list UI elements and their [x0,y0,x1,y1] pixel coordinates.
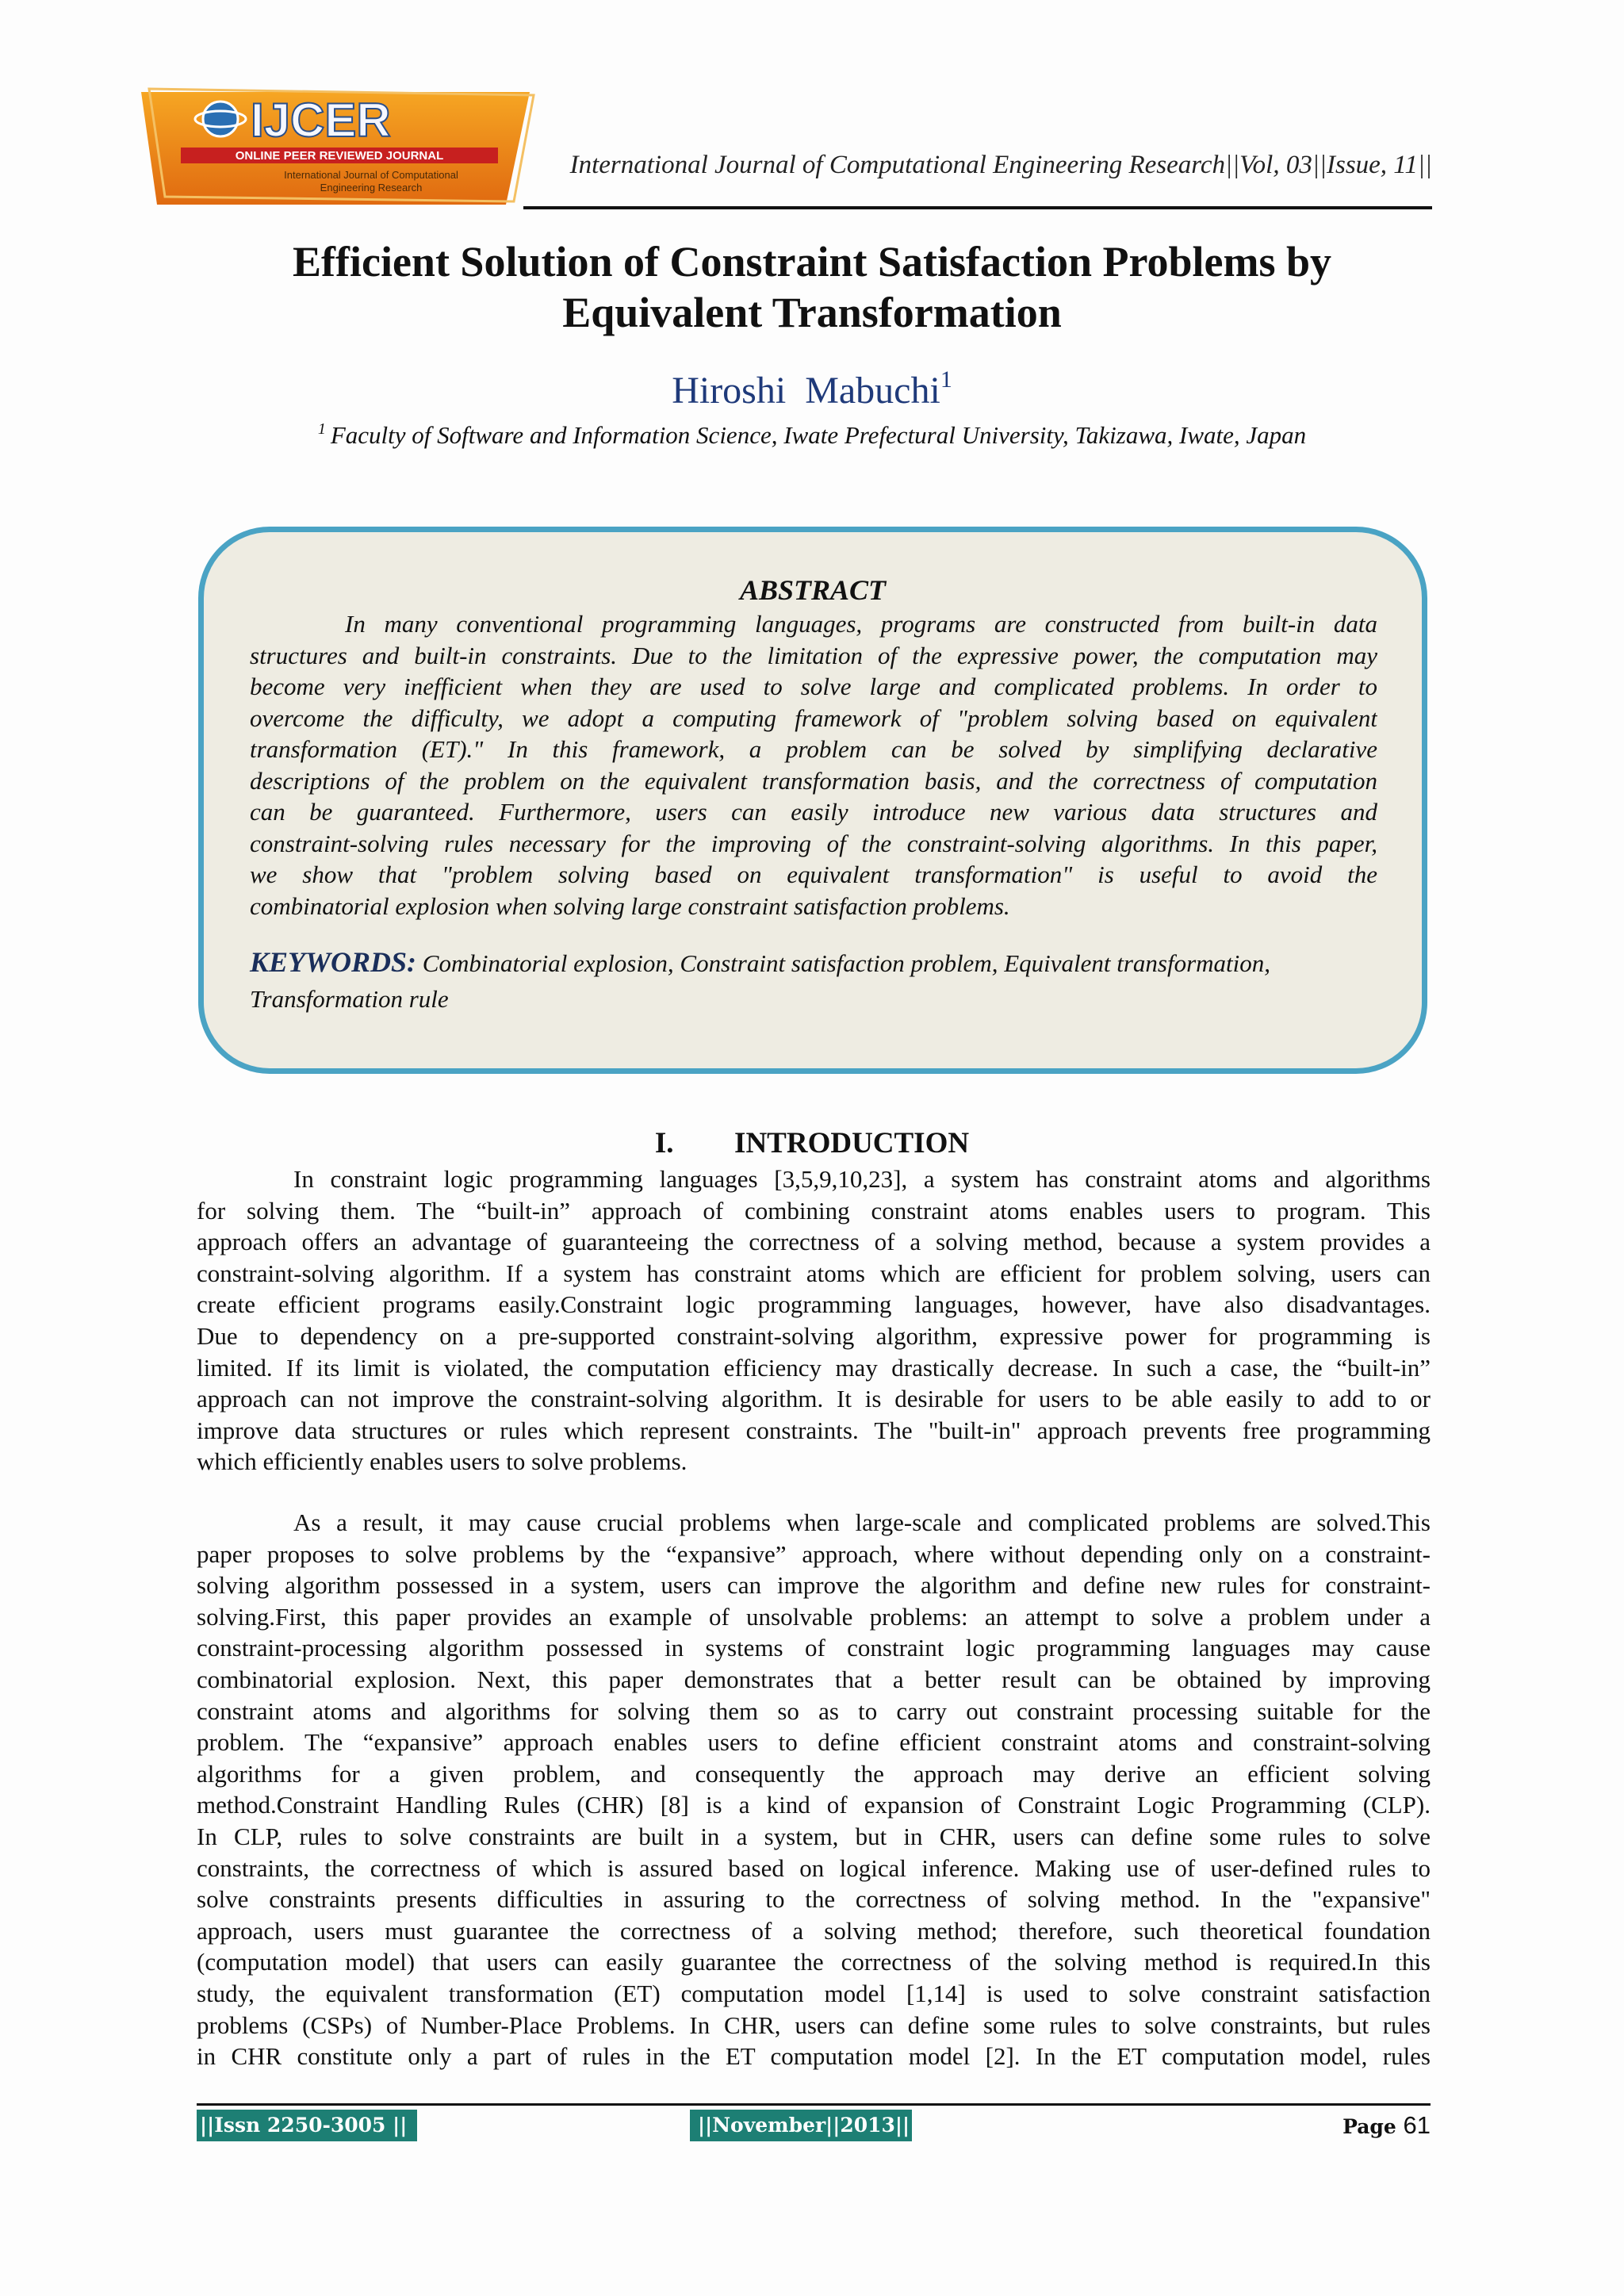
abstract-line: structures and built-in constraints. Due to the limitation of the expressive power, the computation may [250,641,1377,669]
abstract-line: become very inefficient when they are used to solve large and complicated problems. In order to [250,673,1377,700]
body-line: which efficiently enables users to solve problems. [197,1447,688,1476]
affiliation-text: Faculty of Software and Information Science, Iwate Prefectural University, Takizawa, Iwate, Japan [330,421,1307,449]
abstract-line: In many conventional programming languages, programs are constructed from built-in data [345,610,1377,638]
body-line: algorithms for a given problem, and consequently the approach may derive an efficient solving [197,1759,1431,1788]
keywords-text-line-2: Transformation rule [250,985,449,1013]
body-line: constraint-solving algorithm. If a system has constraint atoms which are efficient for problem solving, users can [197,1259,1431,1287]
abstract-line: we show that "problem solving based on equivalent transformation" is useful to avoid the [250,861,1377,888]
body-line: problem. The “expansive” approach enables users to define efficient constraint atoms and constraint-solving [197,1728,1431,1757]
author [159,366,1465,412]
body-line: improve data structures or rules which represent constraints. The "built-in" approach prevents free programming [197,1416,1431,1444]
body-line: constraint atoms and algorithms for solving them so as to carry out constraint processing suitable for the [197,1696,1431,1725]
ijcer-logo-graphic [133,86,538,205]
title-line-1: Efficient Solution of Constraint Satisfaction Problems by [292,238,1332,286]
abstract-box [198,527,1427,1074]
journal-citation: International Journal of Computational Engineering Research||Vol, 03||Issue, 11|| [569,151,1432,179]
body-line: constraint-processing algorithm possessed in systems of constraint logic programming languages may cause [197,1634,1431,1662]
body-line: paper proposes to solve problems by the “expansive” approach, where without depending only on a constraint- [197,1539,1431,1568]
svg-text:IJCER: IJCER [251,94,391,147]
body-line: As a result, it may cause crucial problems when large-scale and complicated problems are solved.This [293,1508,1431,1536]
body-line: solve constraints presents difficulties in assuring to the correctness of solving method. In the "expansive" [197,1885,1431,1914]
body-line: for solving them. The “built-in” approach of combining constraint atoms enables users to program. This [197,1196,1431,1225]
section-title: INTRODUCTION [734,1127,970,1159]
abstract-text [250,608,1377,922]
body-line: in CHR constitute only a part of rules in the ET computation model [2]. In the ET computation model, rules [197,2042,1431,2071]
svg-text:International Journal of Compu: International Journal of Computational [284,169,458,181]
body-line: approach can not improve the constraint-solving algorithm. It is desirable for users to be able easily to add to or [197,1385,1431,1413]
body-line: solving algorithm possessed in a system, users can improve the algorithm and define new rules for constraint- [197,1571,1431,1600]
author-affiliation-marker: 1 [940,366,952,393]
body-line: approach, users must guarantee the correctness of a solving method; therefore, such theoretical foundation [197,1916,1431,1945]
paper-title [159,236,1465,338]
section-number: I. [654,1127,674,1159]
abstract-heading: ABSTRACT [739,574,887,606]
body-line: study, the equivalent transformation (ET) computation model [1,14] is used to solve constraint satisfaction [197,1979,1431,2007]
footer-page [1342,2110,1431,2141]
paragraph-1 [197,1163,1431,1478]
page-label: Page [1342,2115,1396,2138]
abstract-line: combinatorial explosion when solving large constraint satisfaction problems. [250,891,1010,920]
body-line: problems (CSPs) of Number-Place Problems. In CHR, users can define some rules to solve constraints, but rules [197,2010,1431,2039]
body-line: create efficient programs easily.Constraint logic programming languages, however, have also disadvantages. [197,1290,1431,1319]
body-line: In CLP, rules to solve constraints are built in a system, but in CHR, users can define some rules to solve [197,1822,1431,1850]
section-heading [159,1126,1465,1160]
footer-rule [197,2103,1431,2106]
keywords [250,945,1377,1017]
body-line: combinatorial explosion. Next, this paper demonstrates that a better result can be obtained by improving [197,1665,1431,1693]
journal-logo [133,86,538,205]
keywords-label: KEYWORDS: [250,946,417,978]
body-line: (computation model) that users can easily guarantee the correctness of the solving method is required.In this [197,1948,1431,1976]
paragraph-2 [197,1507,1431,2072]
footer-date: ||November||2013|| [690,2110,912,2141]
body-line: Due to dependency on a pre-supported constraint-solving algorithm, expressive power for programming is [197,1321,1431,1350]
affiliation [159,420,1465,450]
affiliation-marker: 1 [317,420,326,438]
body-line: constraints, the correctness of which is assured based on logical inference. Making use of user-defined rules to [197,1853,1431,1882]
abstract-line: can be guaranteed. Furthermore, users can easily introduce new various data structures and [250,798,1377,826]
abstract-line: overcome the difficulty, we adopt a computing framework of "problem solving based on equivalent [250,703,1377,732]
body-line: method.Constraint Handling Rules (CHR) [8] is a kind of expansion of Constraint Logic Programming (CLP). [197,1791,1431,1819]
svg-text:ONLINE PEER REVIEWED JOURNAL: ONLINE PEER REVIEWED JOURNAL [235,149,444,163]
title-line-2: Equivalent Transformation [562,289,1062,336]
body-line: limited. If its limit is violated, the computation efficiency may drastically decrease. In such a case, the “built-in” [197,1353,1431,1382]
abstract-line: transformation (ET)." In this framework, a problem can be solved by simplifying declarative [250,735,1377,763]
body-line: solving.First, this paper provides an example of unsolvable problems: an attempt to solve a problem under a [197,1602,1431,1631]
body-line: In constraint logic programming languages [3,5,9,10,23], a system has constraint atoms and algorithms [293,1165,1431,1193]
body-line: approach offers an advantage of guaranteeing the correctness of a solving method, because a system provides a [197,1228,1431,1256]
page-number: 61 [1403,2111,1431,2139]
keywords-text-line-1: Combinatorial explosion, Constraint satisfaction problem, Equivalent transformation, [422,949,1271,977]
abstract-line: descriptions of the problem on the equivalent transformation basis, and the correctness of computation [250,766,1377,795]
author-name: Hiroshi Mabuchi [672,370,940,412]
footer-issn: ||Issn 2250-3005 || [197,2110,417,2141]
abstract-line: constraint-solving rules necessary for the improving of the constraint-solving algorithms. In this paper, [250,829,1377,857]
svg-text:Engineering Research: Engineering Research [320,182,423,194]
header-rule [523,206,1432,209]
page-footer [197,2110,1431,2143]
